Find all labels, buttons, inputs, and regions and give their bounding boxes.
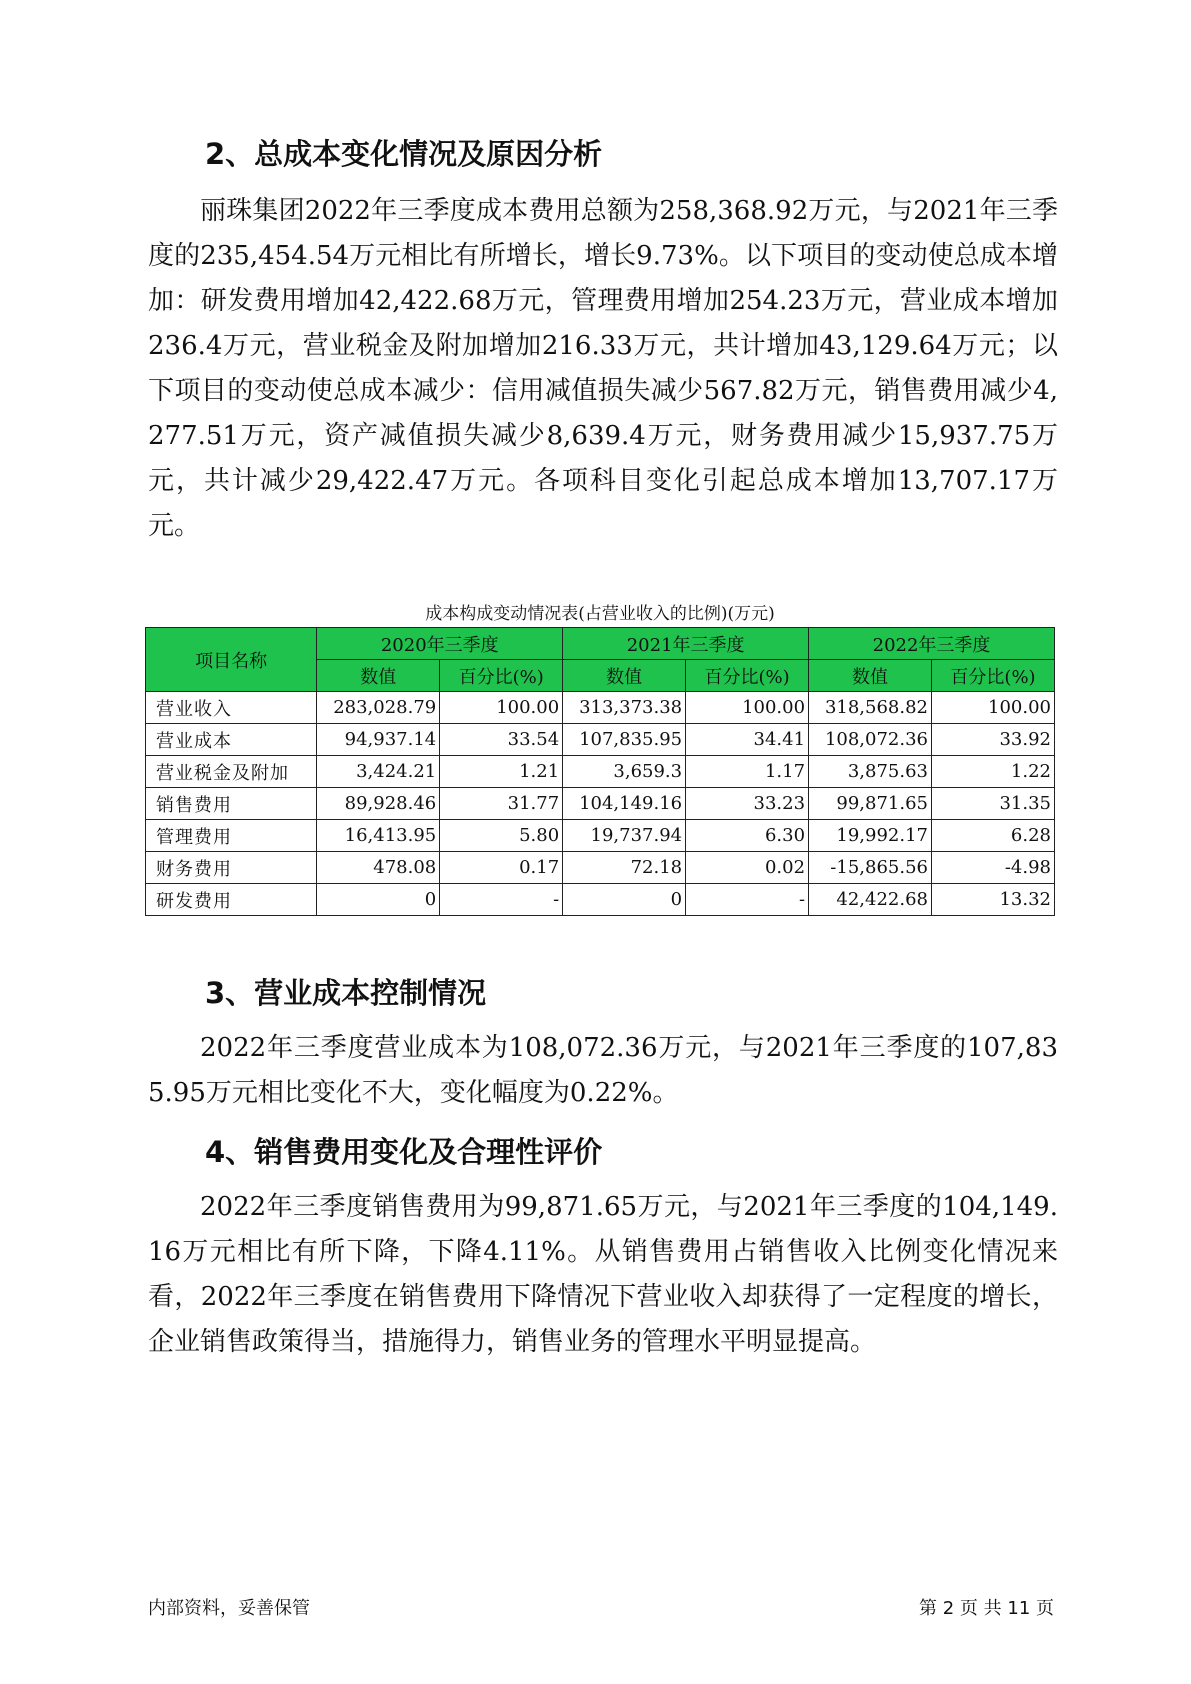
cell-percent-2022: 6.28 (932, 820, 1055, 852)
cell-value-2020: 0 (317, 884, 440, 916)
cell-percent-2021: - (686, 884, 809, 916)
cell-value-2020: 478.08 (317, 852, 440, 884)
cell-percent-2021: 34.41 (686, 724, 809, 756)
cell-percent-2020: 1.21 (440, 756, 563, 788)
cell-percent-2020: 31.77 (440, 788, 563, 820)
table-caption: 成本构成变动情况表(占营业收入的比例)(万元) (425, 604, 775, 624)
cell-value-2022: 108,072.36 (809, 724, 932, 756)
cost-structure-table (145, 627, 1055, 916)
section-3-paragraph: 2022年三季度营业成本为108,072.36万元，与2021年三季度的107,835.95万元相比变化不大，变化幅度为0.22%。 (148, 1033, 1058, 1108)
table-row (146, 692, 1055, 724)
header-value-2021: 数值 (563, 660, 686, 692)
cell-value-2021: 72.18 (563, 852, 686, 884)
table-row (146, 820, 1055, 852)
cell-value-2021: 0 (563, 884, 686, 916)
table-row (146, 884, 1055, 916)
cell-percent-2021: 100.00 (686, 692, 809, 724)
cell-value-2020: 3,424.21 (317, 756, 440, 788)
table-row (146, 756, 1055, 788)
cell-percent-2022: -4.98 (932, 852, 1055, 884)
row-name: 研发费用 (146, 884, 317, 916)
cell-value-2021: 107,835.95 (563, 724, 686, 756)
row-name: 营业成本 (146, 724, 317, 756)
header-percent-2022: 百分比(%) (932, 660, 1055, 692)
section-4-paragraph: 2022年三季度销售费用为99,871.65万元，与2021年三季度的104,149.16万元相比有所下降，下降4.11%。从销售费用占销售收入比例变化情况来看，2022年三季度在销售费用下降情况下营业收入却获得了一定程度的增长，企业销售政策得当，措施得力，销售业务的管理水平明显提高。 (148, 1192, 1058, 1357)
header-item-name: 项目名称 (146, 628, 317, 692)
table-row (146, 724, 1055, 756)
footer-confidential-note: 内部资料，妥善保管 (148, 1598, 310, 1619)
cell-value-2022: 99,871.65 (809, 788, 932, 820)
cell-value-2020: 16,413.95 (317, 820, 440, 852)
section-2-paragraph: 丽珠集团2022年三季度成本费用总额为258,368.92万元，与2021年三季度的235,454.54万元相比有所增长，增长9.73%。以下项目的变动使总成本增加：研发费用增加42,422.68万元，管理费用增加254.23万元，营业成本增加236.4万元，营业税金及附加增加216.33万元，共计增加43,129.64万元；以下项目的变动使总成本减少：信用减值损失减少567.82万元，销售费用减少4,277.51万元，资产减值损失减少8,639.4万元，财务费用减少15,937.75万元，共计减少29,422.47万元。各项科目变化引起总成本增加13,707.17万元。 (148, 196, 1058, 541)
row-name: 管理费用 (146, 820, 317, 852)
table-row (146, 788, 1055, 820)
table-header-row-periods (146, 628, 1055, 660)
cell-percent-2021: 1.17 (686, 756, 809, 788)
cell-value-2022: 42,422.68 (809, 884, 932, 916)
cell-value-2021: 19,737.94 (563, 820, 686, 852)
section-2-heading: 2、总成本变化情况及原因分析 (205, 137, 603, 171)
row-name: 营业收入 (146, 692, 317, 724)
cell-percent-2021: 6.30 (686, 820, 809, 852)
row-name: 营业税金及附加 (146, 756, 317, 788)
header-period-2021: 2021年三季度 (563, 628, 809, 660)
cell-value-2021: 3,659.3 (563, 756, 686, 788)
cell-percent-2021: 0.02 (686, 852, 809, 884)
cell-percent-2020: - (440, 884, 563, 916)
section-4-heading: 4、销售费用变化及合理性评价 (205, 1135, 603, 1169)
table-row (146, 852, 1055, 884)
cell-percent-2021: 33.23 (686, 788, 809, 820)
cell-percent-2022: 100.00 (932, 692, 1055, 724)
cell-percent-2022: 33.92 (932, 724, 1055, 756)
cell-percent-2020: 33.54 (440, 724, 563, 756)
row-name: 财务费用 (146, 852, 317, 884)
section-3-heading: 3、营业成本控制情况 (205, 976, 487, 1010)
cell-percent-2022: 31.35 (932, 788, 1055, 820)
cell-value-2020: 283,028.79 (317, 692, 440, 724)
cell-percent-2022: 13.32 (932, 884, 1055, 916)
header-period-2022: 2022年三季度 (809, 628, 1055, 660)
cell-value-2022: -15,865.56 (809, 852, 932, 884)
header-percent-2021: 百分比(%) (686, 660, 809, 692)
cell-percent-2022: 1.22 (932, 756, 1055, 788)
cell-percent-2020: 5.80 (440, 820, 563, 852)
cell-value-2020: 89,928.46 (317, 788, 440, 820)
cell-percent-2020: 100.00 (440, 692, 563, 724)
row-name: 销售费用 (146, 788, 317, 820)
cell-value-2022: 3,875.63 (809, 756, 932, 788)
cell-value-2022: 19,992.17 (809, 820, 932, 852)
header-period-2020: 2020年三季度 (317, 628, 563, 660)
footer-page-number: 第 2 页 共 11 页 (919, 1598, 1054, 1619)
cell-value-2021: 313,373.38 (563, 692, 686, 724)
cell-value-2020: 94,937.14 (317, 724, 440, 756)
cell-percent-2020: 0.17 (440, 852, 563, 884)
header-value-2022: 数值 (809, 660, 932, 692)
cell-value-2022: 318,568.82 (809, 692, 932, 724)
header-percent-2020: 百分比(%) (440, 660, 563, 692)
cell-value-2021: 104,149.16 (563, 788, 686, 820)
header-value-2020: 数值 (317, 660, 440, 692)
